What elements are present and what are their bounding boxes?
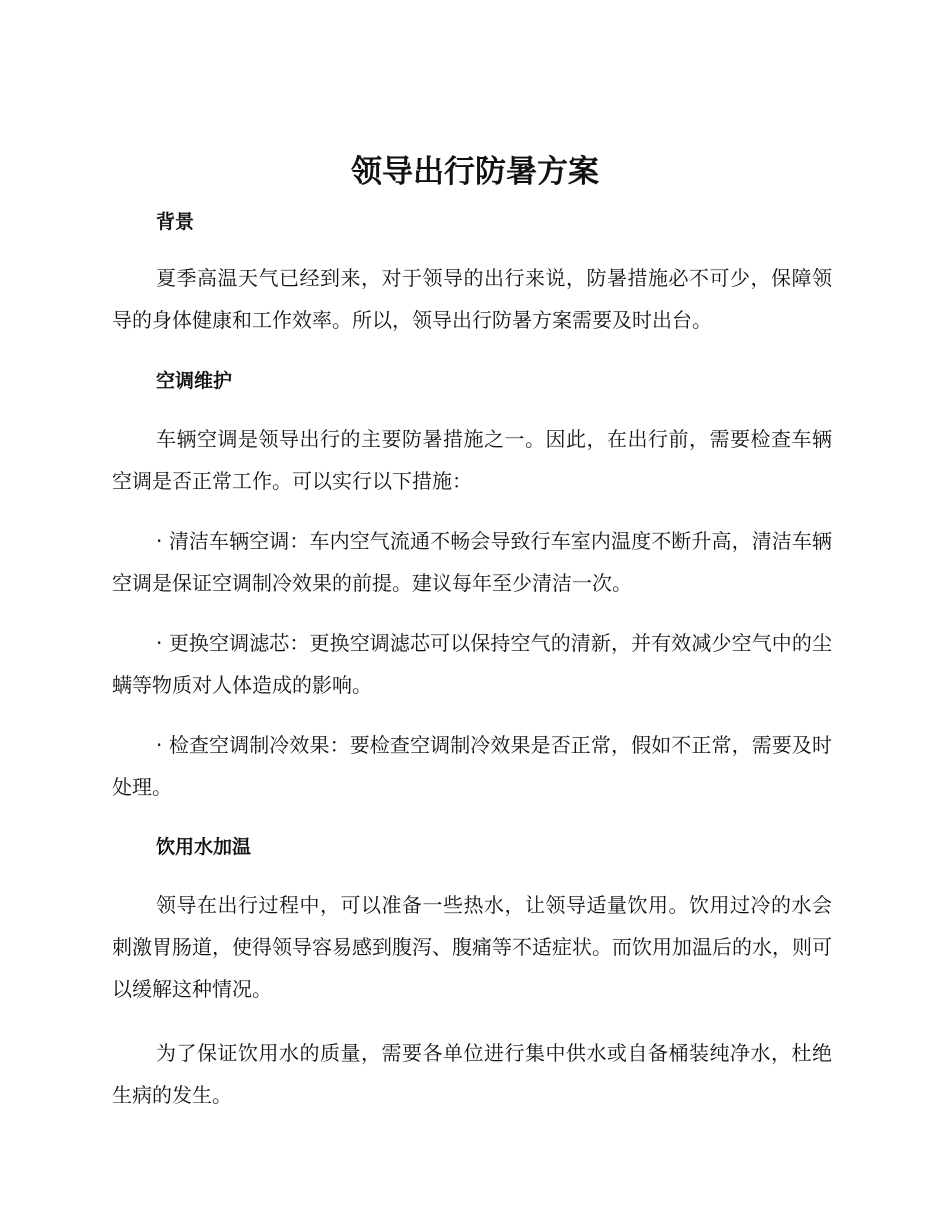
section-heading-background: 背景 [156, 211, 195, 233]
water-paragraph-2: 为了保证饮用水的质量，需要各单位进行集中供水或自备桶装纯净水，杜绝生病的发生。 [112, 1041, 832, 1107]
document-title: 领导出行防暑方案 [351, 154, 599, 190]
ac-bullet-clean: · 清洁车辆空调：车内空气流通不畅会导致行车室内温度不断升高，清洁车辆空调是保证空调制冷效果的前提。建议每年至少清洁一次。 [112, 529, 832, 595]
water-paragraph-1: 领导在出行过程中，可以准备一些热水，让领导适量饮用。饮用过冷的水会刺激胃肠道，使得领导容易感到腹泻、腹痛等不适症状。而饮用加温后的水，则可以缓解这种情况。 [112, 893, 832, 1001]
ac-bullet-check: · 检查空调制冷效果：要检查空调制冷效果是否正常，假如不正常，需要及时处理。 [112, 733, 832, 799]
ac-intro-paragraph: 车辆空调是领导出行的主要防暑措施之一。因此，在出行前，需要检查车辆空调是否正常工作。可以实行以下措施： [112, 427, 832, 493]
section-heading-water-heating: 饮用水加温 [156, 836, 252, 858]
background-paragraph: 夏季高温天气已经到来，对于领导的出行来说，防暑措施必不可少，保障领导的身体健康和工作效率。所以，领导出行防暑方案需要及时出台。 [112, 266, 832, 332]
section-heading-ac-maintenance: 空调维护 [156, 370, 233, 392]
ac-bullet-filter: · 更换空调滤芯：更换空调滤芯可以保持空气的清新，并有效减少空气中的尘螨等物质对人体造成的影响。 [112, 631, 832, 697]
